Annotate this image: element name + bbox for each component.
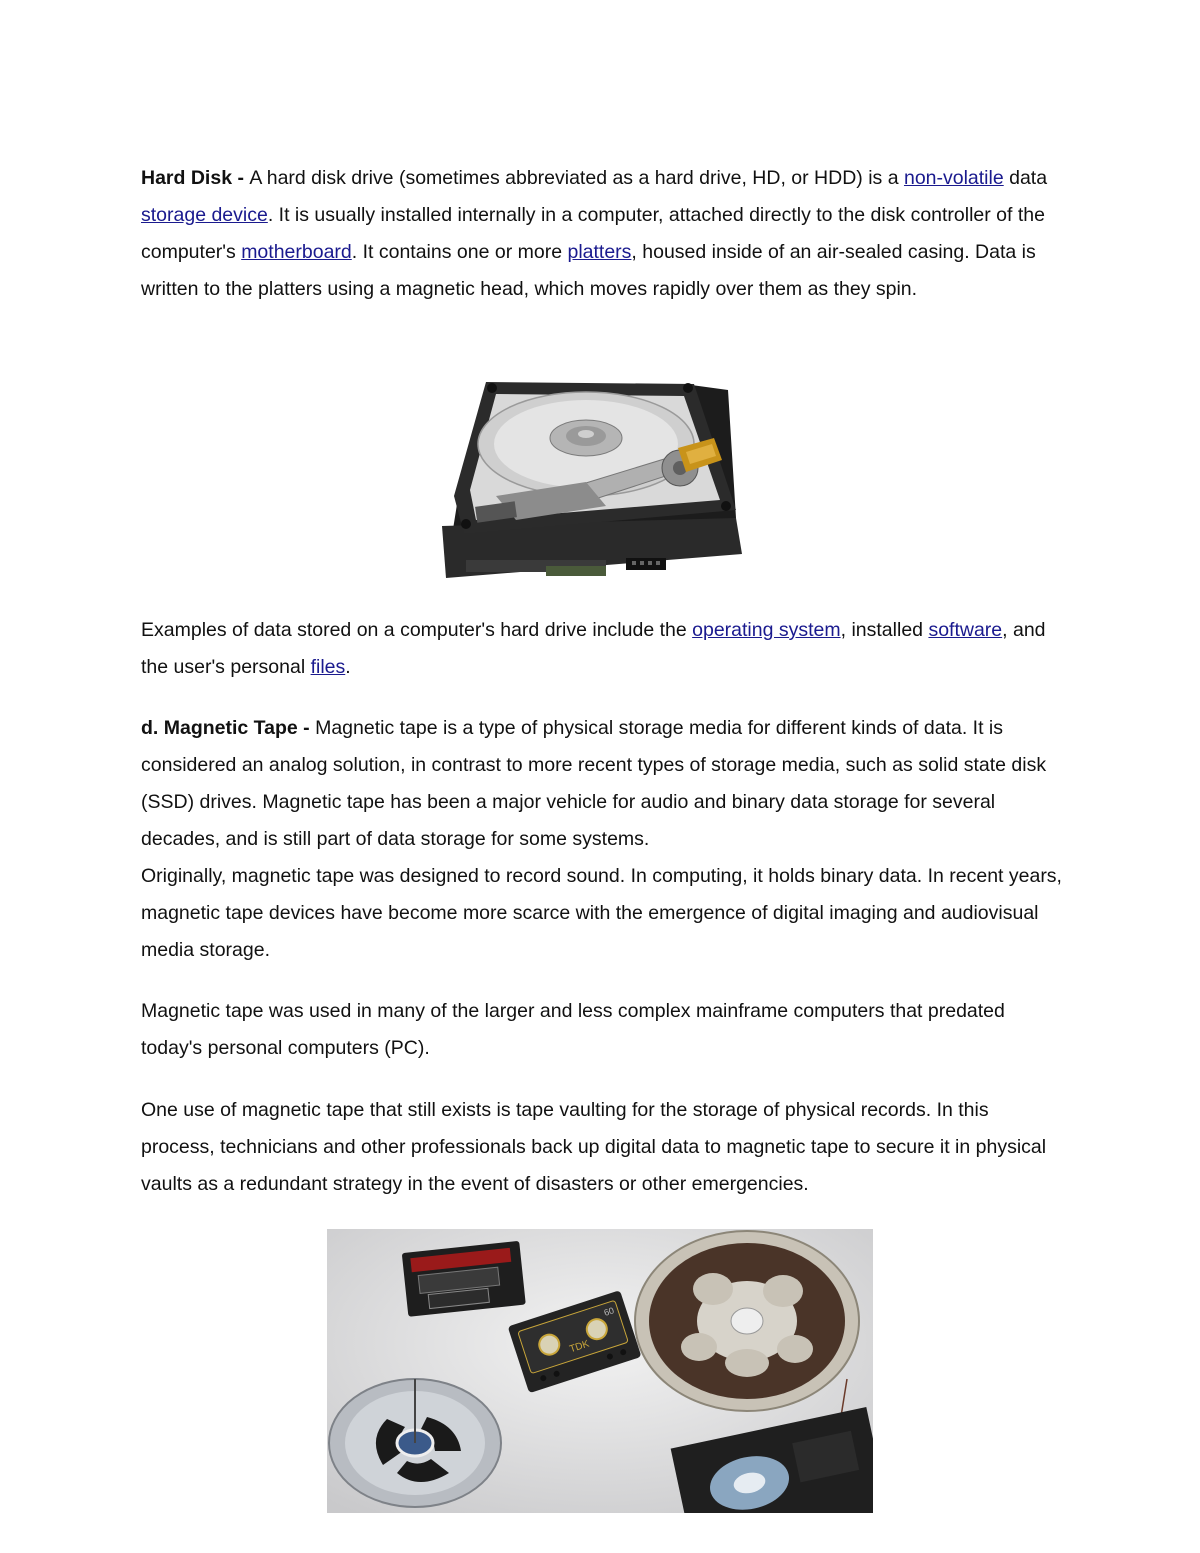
text-run: , installed	[840, 619, 929, 641]
magnetic-tape-paragraph	[141, 710, 1066, 969]
tape-vaulting-paragraph: One use of magnetic tape that still exists is tape vaulting for the storage of physical records. In this process, technicians and other professionals back up digital data to magnetic tape to secure it in physical vaults as a redundant strategy in the event of disasters or other emergencies.	[141, 1099, 1047, 1195]
magnetic-tape-heading: d. Magnetic Tape -	[141, 717, 316, 739]
examples-paragraph	[141, 612, 1066, 686]
link-motherboard[interactable]: motherboard	[241, 241, 352, 263]
link-non-volatile[interactable]: non-volatile	[903, 167, 1004, 189]
text-run: , housed inside of an air-sealed casing. Data is written to the platters using a magnetic head, which moves rapidly over them as they spin.	[141, 241, 1036, 300]
hard-disk-paragraph	[141, 160, 1066, 308]
link-platters[interactable]: platters	[567, 241, 632, 263]
link-operating-system[interactable]: operating system	[692, 619, 841, 641]
text-run: , and the user's personal	[141, 619, 1046, 678]
link-files[interactable]: files	[310, 656, 346, 678]
cassette-length-label: 60	[602, 1305, 616, 1318]
text-run: Examples of data stored on a computer's hard drive include the	[141, 619, 693, 641]
mainframe-paragraph: Magnetic tape was used in many of the larger and less complex mainframe computers that predated today's personal computers (PC).	[141, 1000, 1005, 1059]
text-run: A hard disk drive (sometimes abbreviated as a hard drive, HD, or HDD) is a	[249, 167, 904, 189]
link-software[interactable]: software	[928, 619, 1003, 641]
text-run: Originally, magnetic tape was designed to record sound. In computing, it holds binary data. In recent years, magnetic tape devices have become more scarce with the emergence of digital imaging and audiovisual media storage.	[141, 865, 1062, 961]
magnetic-tape-media-image	[327, 1229, 873, 1513]
cassette-brand-label: TDK	[568, 1338, 591, 1356]
text-run: . It contains one or more	[351, 241, 568, 263]
text-run: Magnetic tape is a type of physical storage media for different kinds of data. It is considered an analog solution, in contrast to more recent types of storage media, such as solid state disk (SSD) drives. Magnetic tape has been a major vehicle for audio and binary data storage for several decades, and is still part of data storage for some systems.	[141, 717, 1047, 850]
link-storage-device[interactable]: storage device	[141, 204, 268, 226]
text-run: .	[345, 656, 351, 678]
hard-disk-heading: Hard Disk -	[141, 167, 250, 189]
hard-disk-drive-image	[436, 378, 746, 580]
text-run: . It is usually installed internally in a computer, attached directly to the disk controller of the computer's	[141, 204, 1045, 263]
text-run: data	[1003, 167, 1048, 189]
